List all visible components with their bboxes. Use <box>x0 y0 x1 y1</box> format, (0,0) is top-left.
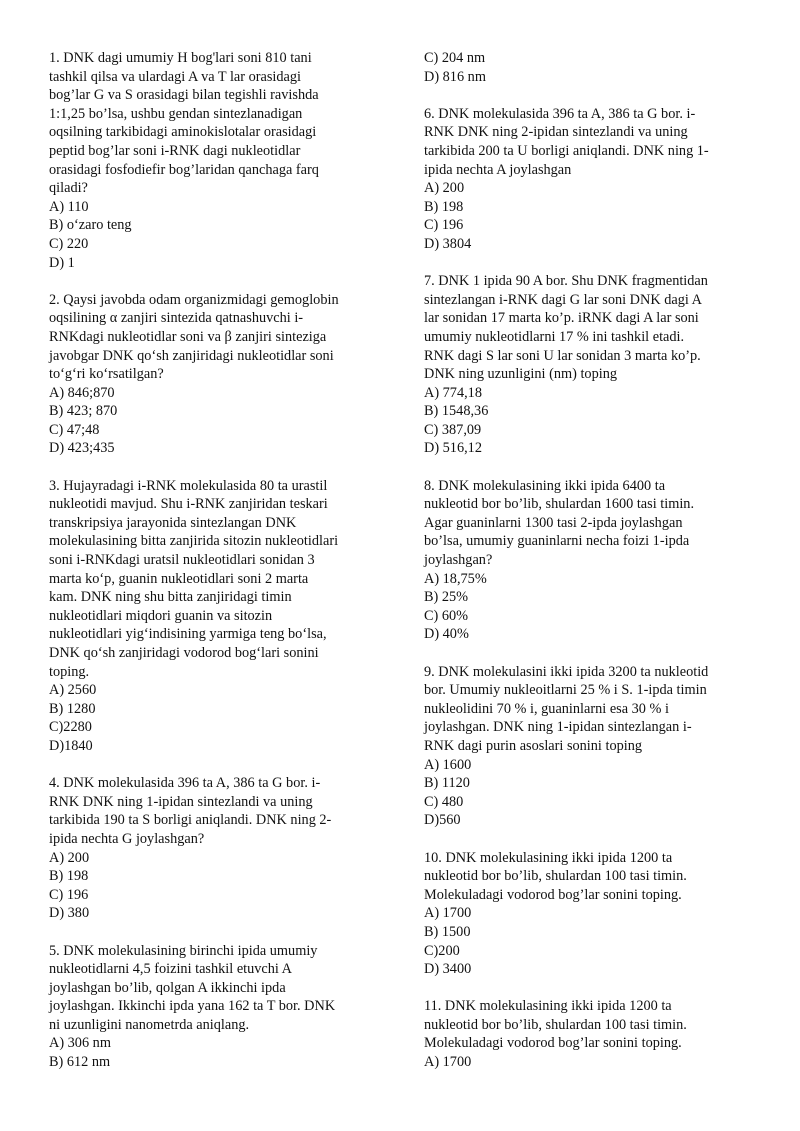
answer-option: A) 846;870 <box>49 384 115 401</box>
question-block <box>424 849 759 979</box>
question-text: 10. DNK molekulasining ikki ipida 1200 ta nukleotid bor bo’lib, shulardan 100 tasi timin. Molekuladagi vodorod bog’lar sonini toping. <box>424 849 687 903</box>
answer-option: B) 423; 870 <box>49 403 118 420</box>
question-block <box>49 291 389 458</box>
answer-option: C) 60% <box>424 607 469 624</box>
answer-option: B) 1548,36 <box>424 403 489 420</box>
answer-option: C) 196 <box>49 886 89 903</box>
answer-option: C) 480 <box>424 793 464 810</box>
answer-option: C) 204 nm <box>424 50 486 66</box>
answer-options <box>49 1034 389 1071</box>
answer-option: C) 387,09 <box>424 421 482 438</box>
answer-options <box>49 384 389 458</box>
answer-option: A) 774,18 <box>424 384 482 401</box>
question-text: 3. Hujayradagi i-RNK molekulasida 80 ta urastil nukleotidi mavjud. Shu i-RNK zanjiridan teskari transkripsiya jarayonida sintezlangan DNK molekulasining bitta zanjirida sitozin nukleotidlari soni i-RNKdagi uratsil nukleotidlari sonidan 3 marta ko‘p, guanin nukleotidlari soni 2 marta kam. DNK ning shu bitta zanjiridagi timin nukleotidlari miqdori guanin va sitozin nukleotidlari yig‘indisining yarmiga teng bo‘lsa, DNK qo‘sh zanjiridagi vodorod bog‘lari sonini toping. <box>49 477 339 680</box>
answer-option: A) 200 <box>424 180 465 197</box>
left-column <box>49 49 389 1090</box>
question-block <box>49 49 389 272</box>
answer-option: C)2280 <box>49 719 92 736</box>
answer-options <box>424 179 759 253</box>
question-text: 11. DNK molekulasining ikki ipida 1200 ta nukleotid bor bo’lib, shulardan 100 tasi timin. Molekuladagi vodorod bog’lar sonini toping. <box>424 998 687 1052</box>
answer-option: D)1840 <box>49 737 93 754</box>
answer-option: A) 2560 <box>49 682 97 699</box>
question-text: 6. DNK molekulasida 396 ta A, 386 ta G bor. i- RNK DNK ning 2-ipidan sintezlandi va uning tarkibida 200 ta U borligi aniqlandi. DNK ning 1- ipida nechta A joylashgan <box>424 105 709 178</box>
question-text: 9. DNK molekulasini ikki ipida 3200 ta nukleotid bor. Umumiy nukleoitlarni 25 % i S. 1-ipda timin nukleolidini 70 % i, guaninlarni esa 30 % i joylashgan. DNK ning 1-ipidan sintezlangan i- RNK dagi purin asoslari sonini toping <box>424 663 709 754</box>
question-block <box>424 477 759 644</box>
answer-option: D) 3400 <box>424 961 472 978</box>
answer-option: A) 18,75% <box>424 570 487 587</box>
answer-option: D) 816 nm <box>424 68 486 85</box>
answer-option: A) 306 nm <box>49 1035 111 1052</box>
answer-option: B) 1120 <box>424 775 470 792</box>
answer-options <box>49 198 389 272</box>
answer-option: C)200 <box>424 942 460 959</box>
answer-option: A) 110 <box>49 198 89 215</box>
answer-option: C) 196 <box>424 217 464 234</box>
answer-options <box>424 1053 759 1072</box>
question-block <box>424 997 759 1071</box>
answer-options <box>424 570 759 644</box>
answer-option: C) 220 <box>49 235 89 252</box>
answer-option: D)560 <box>424 812 461 829</box>
answer-option: A) 200 <box>49 849 90 866</box>
answer-option: B) 198 <box>424 198 464 215</box>
answer-option: B) 25% <box>424 589 469 606</box>
answer-options <box>424 49 759 86</box>
answer-option: D) 423;435 <box>49 440 115 457</box>
question-block <box>49 477 389 756</box>
question-text: 4. DNK molekulasida 396 ta A, 386 ta G bor. i- RNK DNK ning 1-ipidan sintezlandi va uning tarkibida 190 ta S borligi aniqlandi. DNK ning 2- ipida nechta G joylashgan? <box>49 775 332 847</box>
answer-option: C) 47;48 <box>49 421 100 438</box>
question-block <box>49 942 389 1072</box>
answer-options <box>49 849 389 923</box>
answer-option: D) 516,12 <box>424 440 482 457</box>
answer-option: D) 40% <box>424 626 469 643</box>
answer-option: D) 380 <box>49 905 90 922</box>
answer-options <box>49 681 389 755</box>
answer-option: B) 198 <box>49 868 89 885</box>
answer-option: B) 1500 <box>424 923 471 940</box>
answer-option: A) 1700 <box>424 1054 472 1071</box>
answer-option: D) 1 <box>49 254 75 271</box>
question-block <box>424 663 759 830</box>
answer-option: B) 612 nm <box>49 1054 111 1071</box>
question-text: 2. Qaysi javobda odam organizmidagi gemoglobin oqsilining α zanjiri sintezida qatnashuvchi i- RNKdagi nukleotidlar soni va β zanjiri sinteziga javobgar DNK qo‘sh zanjiridagi nukleotidlar soni to‘g‘ri ko‘rsatilgan? <box>49 291 339 383</box>
question-text: 8. DNK molekulasining ikki ipida 6400 ta nukleotid bor bo’lib, shulardan 1600 tasi timin. Agar guaninlarni 1300 tasi 2-ipda joylashgan bo’lsa, umumiy guaninlarni necha foizi 1-ipda joylashgan? <box>424 477 695 569</box>
answer-option: B) o‘zaro teng <box>49 217 132 234</box>
question-text: 5. DNK molekulasining birinchi ipida umumiy nukleotidlarni 4,5 foizini tashkil etuvchi A joylashgan bo’lib, qolgan A ikkinchi ipda joylashgan. Ikkinchi ipda yana 162 ta T bor. DNK ni uzunligini nanometrda aniqlang. <box>49 942 336 1033</box>
question-block <box>424 105 759 254</box>
answer-options <box>424 756 759 830</box>
answer-options <box>424 904 759 978</box>
answer-option: A) 1700 <box>424 905 472 922</box>
question-block <box>424 272 759 458</box>
question-text: 7. DNK 1 ipida 90 A bor. Shu DNK fragmentidan sintezlangan i-RNK dagi G lar soni DNK dagi A lar sonidan 17 marta ko’p. iRNK dagi A lar soni umumiy nukleotidlarni 17 % ini tashkil etadi. RNK dagi S lar soni U lar sonidan 3 marta ko’p. DNK ning uzunligini (nm) toping <box>424 273 708 383</box>
right-column <box>424 49 759 1090</box>
question-text: 1. DNK dagi umumiy H bog'lari soni 810 tani tashkil qilsa va ulardagi A va T lar orasidagi bog’lar G va S orasidagi bilan tegishli ravishda 1:1,25 bo’lsa, ushbu gendan sintezlanadigan oqsilning tarkibidagi aminokislotalar orasidagi peptid bog’lar soni i-RNK dagi nukleotidlar orasidagi fosfodiefir bog’laridan qanchaga farq qiladi? <box>49 50 319 197</box>
answer-option: A) 1600 <box>424 756 472 773</box>
question-block <box>424 49 759 86</box>
answer-option: B) 1280 <box>49 700 96 717</box>
question-block <box>49 774 389 923</box>
answer-options <box>424 384 759 458</box>
answer-option: D) 3804 <box>424 235 472 252</box>
